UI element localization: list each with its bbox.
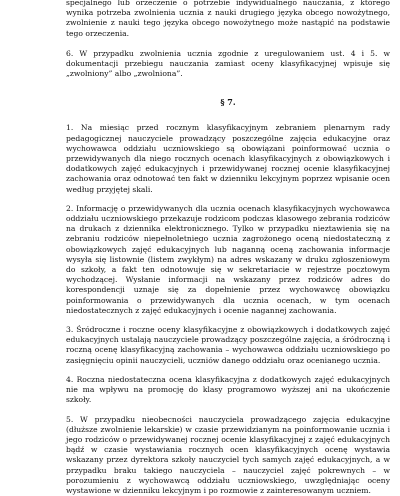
- continuation-paragraph: specjalnego lub orzeczenie o potrzebie indywidualnego nauczania, z którego wynika potrzeba zwolnienia ucznia z nauki drugiego języka obcego nowożytnego, zwolnienie z nauki tego języka obcego nowożytnego może nastąpić na podstawie tego orzeczenia.: [66, 0, 390, 39]
- section-paragraph-1: 1. Na miesiąc przed rocznym klasyfikacyjnym zebraniem plenarnym rady pedagogicznej nauczyciele prowadzący poszczególne zajęcia edukacyjne oraz wychowawca oddziału uczniowskiego są obowiązani poinformować ucznia o przewidywanych dla niego rocznych ocenach klasyfikacyjnych z obowiązkowych i dodatkowych zajęć edukacyjnych i przewidywanej rocznej ocenie klasyfikacyjnej zachowania oraz odnotować ten fakt w dzienniku lekcyjnym poprzez wpisanie ocen według przyjętej skali.: [66, 123, 390, 194]
- section-paragraph-4: 4. Roczna niedostateczna ocena klasyfikacyjna z dodatkowych zajęć edukacyjnych nie ma wpływu na promocję do klasy programowo wyższej ani na ukończenie szkoły.: [66, 375, 390, 406]
- section-title: § 7.: [66, 97, 390, 107]
- section-paragraph-2: 2. Informację o przewidywanych dla ucznia ocenach klasyfikacyjnych wychowawca oddziału uczniowskiego przekazuje rodzicom podczas klasowego zebrania rodziców na drukach z dziennika elektronicznego. Tylko w przypadku nieztawienia się na zebraniu rodziców niepełnoletniego ucznia zagrożonego oceną niedostateczną z obowiązkowych zajęć edukacyjnych lub naganną oceną zachowania informacje wysyła się listownie (listem zwykłym) na adres wskazany w druku zgłoszeniowym do szkoły, a fakt ten odnotowuje się w sekretariacie w rejestrze pocztowym wychodzącej. Wysłanie informacji na wskazany przez rodziców adres do korespondencji uznaje się za dopełnienie przez wychowawcę obowiązku poinformowania o przewidywanych dla ucznia ocenach, w tym ocenach niedostatecznych z zajęć edukacyjnych i ocenie nagannej zachowania.: [66, 204, 390, 316]
- section-paragraph-5: 5. W przypadku nieobecności nauczyciela prowadzącego zajęcia edukacyjne (dłuższe zwolnienie lekarskie) w czasie przewidzianym na poinformowanie ucznia i jego rodziców o przewidywanej rocznej ocenie klasyfikacyjnej z zajęć edukacyjnych bądź w czasie wystawiania rocznych ocen klasyfikacyjnych ocenę wystawia wskazany przez dyrektora szkoły nauczyciel tych samych zajęć edukacyjnych, a w przypadku braku takiego nauczyciela – nauczyciel zajęć pokrewnych – w porozumieniu z wychowawcą oddziału uczniowskiego, uwzględniając oceny wystawione w dzienniku lekcyjnym i po rozmowie z zainteresowanym uczniem.: [66, 415, 390, 496]
- section-body: [66, 123, 390, 496]
- section-paragraph-3: 3. Śródroczne i roczne oceny klasyfikacyjne z obowiązkowych i dodatkowych zajęć edukacyjnych ustalają nauczyciele prowadzący poszczególne zajęcia, a śródroczną i roczną ocenę klasyfikacyjną zachowania – wychowawca oddziału uczniowskiego po zasięgnięciu opinii nauczycieli, uczniów danego oddziału oraz ocenianego ucznia.: [66, 325, 390, 366]
- paragraph-6: 6. W przypadku zwolnienia ucznia zgodnie z uregulowaniem ust. 4 i 5. w dokumentacji przebiegu nauczania zamiast oceny klasyfikacyjnej wpisuje się „zwolniony” albo „zwolniona”.: [66, 49, 390, 80]
